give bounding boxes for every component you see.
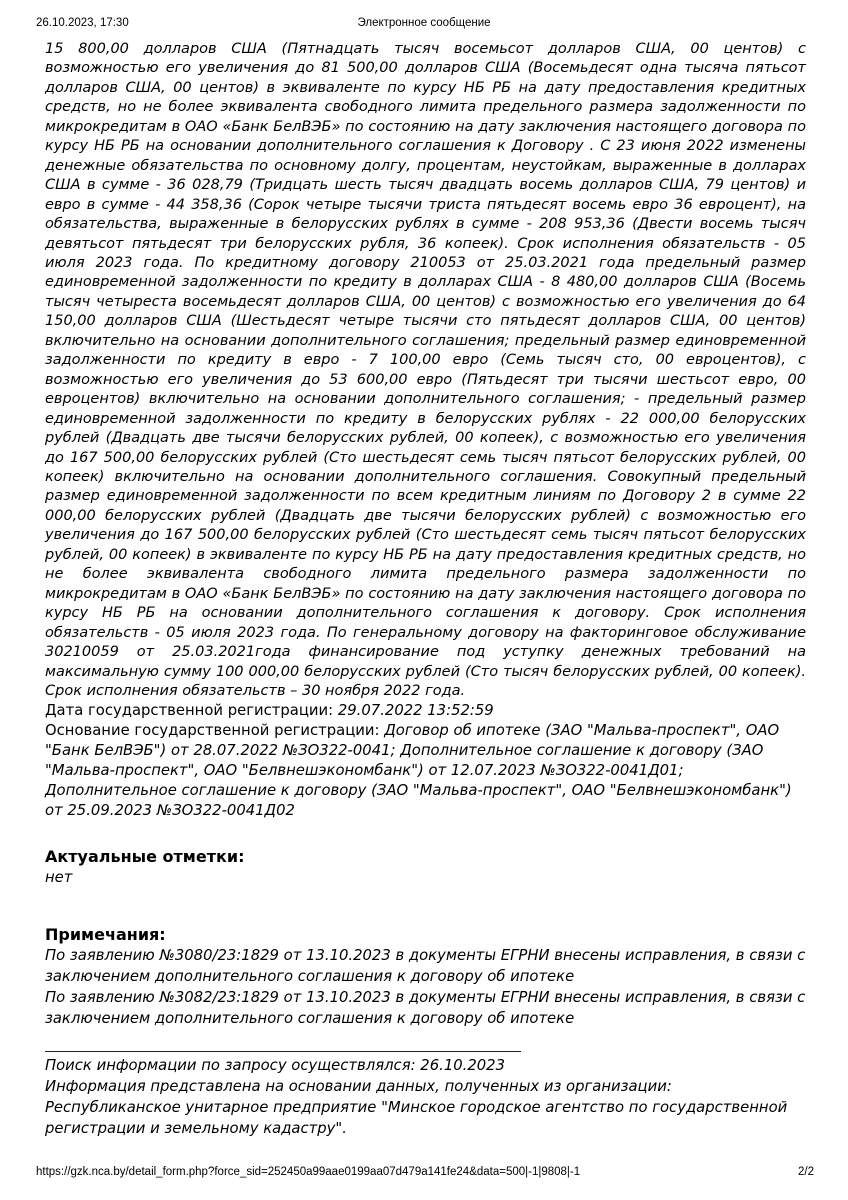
search-info: Поиск информации по запросу осуществлялся: 26.10.2023 bbox=[45, 1057, 506, 1075]
page-number: 2/2 bbox=[798, 1166, 814, 1178]
document-body bbox=[45, 40, 806, 1139]
print-footer bbox=[36, 1166, 814, 1178]
marks-value: нет bbox=[45, 869, 73, 887]
note-item-1: По заявлению №3080/23:1829 от 13.10.2023 в документы ЕГРНИ внесены исправления, в связи с заключением дополнительного соглашения к договору об ипотеке bbox=[45, 947, 806, 986]
registration-date-line bbox=[45, 701, 806, 721]
registration-basis-value: Договор об ипотеке (ЗАО "Мальва-проспект", ОАО "Банк БелВЭБ") от 28.07.2022 №ЗО322-0041; Дополнительное соглашение к договору (ЗАО "Мальва-проспект", ОАО "Белвнешэкономбанк") от 12.07.2023 №ЗО322-0041Д01; Дополнительное соглашение к договору (ЗАО "Мальва-проспект", ОАО "Белвнешэкономбанк") от 25.09.2023 №ЗО322-0041Д02 bbox=[45, 722, 792, 820]
source-info: Информация представлена на основании данных, полученных из организации: Республиканское унитарное предприятие "Минское городское агентство по государственной регистрации и земельному кадастру". bbox=[45, 1078, 788, 1138]
registration-basis-label: Основание государственной регистрации: bbox=[45, 722, 380, 740]
print-datetime: 26.10.2023, 17:30 bbox=[36, 17, 129, 29]
obligations-paragraph: 15 800,00 долларов США (Пятнадцать тысяч восемьсот долларов США, 00 центов) с возможностью его увеличения до 81 500,00 долларов США (Восемьдесят одна тысяча пятьсот долларов США, 00 центов) в эквиваленте по курсу НБ РБ на дату предоставления кредитных средств, но не более эквивалента свободного лимита предельного размера задолженности по микрокредитам в ОАО «Банк БелВЭБ» по состоянию на дату заключения настоящего договора по курсу НБ РБ на основании дополнительного соглашения к Договору . С 23 июня 2022 изменены денежные обязательства по основному долгу, процентам, неустойкам, выраженные в долларах США в сумме - 36 028,79 (Тридцать шесть тысяч двадцать восемь долларов США, 79 центов) и евро в сумме - 44 358,36 (Сорок четыре тысячи триста пятьдесят восемь евро 36 евроцент), на обязательства, выраженные в белорусских рублях в сумме - 208 953,36 (Двести восемь тысяч девятьсот пятьдесят три белорусских рубля, 36 копеек). Срок исполнения обязательств - 05 июля 2023 года. По кредитному договору 210053 от 25.03.2021 года предельный размер единовременной задолженности по кредиту в долларах США - 8 480,00 долларов США (Восемь тысяч четыреста восемьдесят долларов США, 00 центов) с возможностью его увеличения до 64 150,00 долларов США (Шестьдесят четыре тысячи сто пятьдесят долларов США, 00 центов) включительно на основании дополнительного соглашения; предельный размер единовременной задолженности по кредиту в евро - 7 100,00 евро (Семь тысяч сто, 00 евроцентов), с возможностью его увеличения до 53 600,00 евро (Пятьдесят три тысячи шестьсот евро, 00 евроцентов) включительно на основании дополнительного соглашения; - предельный размер единовременной задолженности по кредиту в белорусских рублях - 22 000,00 белорусских рублей (Двадцать две тысячи белорусских рублей, 00 копеек), с возможностью его увеличения до 167 500,00 белорусских рублей (Сто шестьдесят семь тысяч пятьсот белорусских рублей, 00 копеек) включительно на основании дополнительного соглашения. Совокупный предельный размер единовременной задолженности по всем кредитным линиям по Договору 2 в сумме 22 000,00 белорусских рублей (Двадцать две тысячи белорусских рублей) с возможностью его увеличения до 167 500,00 белорусских рублей (Сто шестьдесят семь тысяч пятьсот белорусских рублей, 00 копеек) в эквиваленте по курсу НБ РБ на дату предоставления кредитных средств, но не более эквивалента свободного лимита предельного размера задолженности по микрокредитам в ОАО «Банк БелВЭБ» по состоянию на дату заключения настоящего договора по курсу НБ РБ на основании дополнительного соглашения к договору. Срок исполнения обязательств - 05 июля 2023 года. По генеральному договору на факторинговое обслуживание 30210059 от 25.03.2021года финансирование под уступку денежных требований на максимальную сумму 100 000,00 белорусских рублей (Сто тысяч белорусских рублей, 00 копеек). Срок исполнения обязательств – 30 ноября 2022 года. bbox=[45, 41, 806, 699]
registration-date-label: Дата государственной регистрации: bbox=[45, 702, 334, 720]
registration-basis-line bbox=[45, 721, 806, 821]
notes-heading: Примечания: bbox=[45, 925, 166, 945]
page-url: https://gzk.nca.by/detail_form.php?force_sid=252450a99aae0199aa07d479a141fe24&data=500|-1|9808|-1 bbox=[36, 1166, 581, 1178]
marks-heading: Актуальные отметки: bbox=[45, 847, 245, 867]
note-item-2: По заявлению №3082/23:1829 от 13.10.2023 в документы ЕГРНИ внесены исправления, в связи с заключением дополнительного соглашения к договору об ипотеке bbox=[45, 989, 806, 1028]
registration-date-value: 29.07.2022 13:52:59 bbox=[337, 702, 494, 720]
document-title: Электронное сообщение bbox=[357, 17, 491, 29]
print-header bbox=[0, 17, 848, 33]
